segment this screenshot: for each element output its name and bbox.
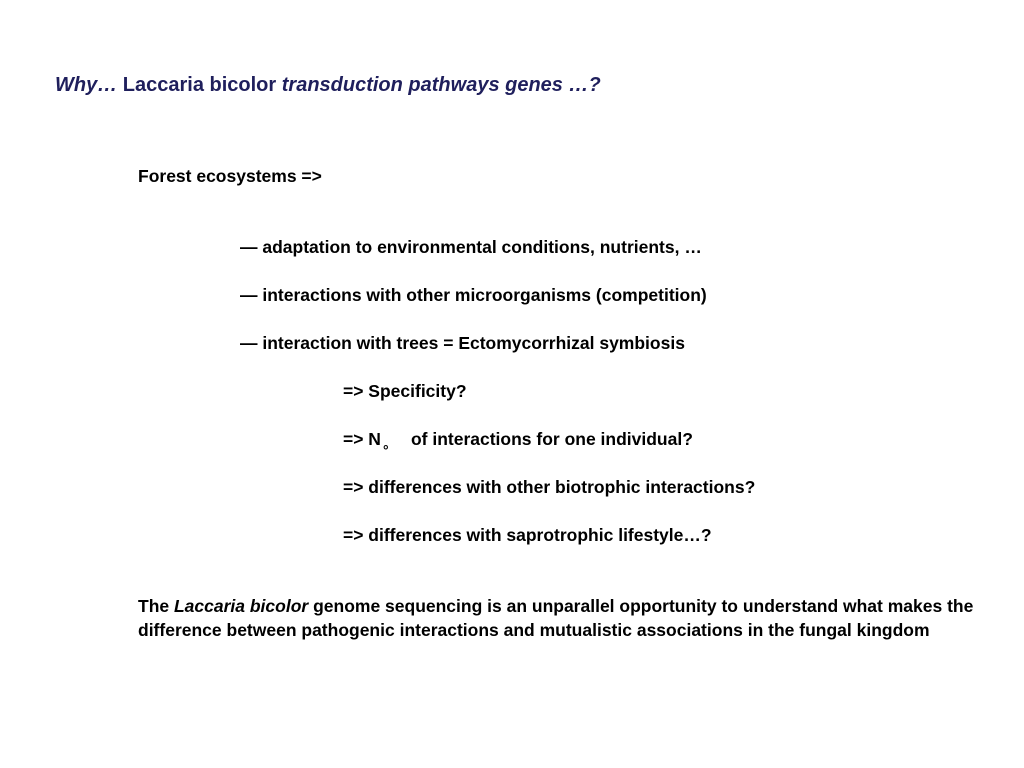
degree-glyph: °	[382, 442, 389, 458]
slide-title	[55, 72, 601, 98]
sub-bullet-biotrophic: => differences with other biotrophic interactions?	[343, 477, 756, 497]
conclusion-rest: genome sequencing is an unparallel opportunity to understand what makes the difference between pathogenic interactions and mutualistic associations in the fungal kingdom	[138, 596, 974, 640]
bullet-microorganisms: — interactions with other microorganisms (competition)	[240, 285, 707, 305]
bullet-trees: — interaction with trees = Ectomycorrhizal symbiosis	[240, 333, 685, 353]
sub-bullet-saprotrophic: => differences with saprotrophic lifestyle…?	[343, 525, 712, 545]
sub-bullet-number-of-interactions	[343, 428, 693, 458]
sub-bullet-specificity: => Specificity?	[343, 381, 467, 401]
title-why: Why…	[55, 74, 118, 96]
conclusion-species: Laccaria bicolor	[173, 596, 309, 616]
conclusion-paragraph	[138, 594, 998, 642]
title-topic: transduction pathways genes …?	[281, 74, 601, 96]
n-prefix: => N	[343, 429, 381, 449]
forest-ecosystems-heading: Forest ecosystems =>	[138, 166, 322, 186]
title-species: Laccaria bicolor	[122, 74, 277, 96]
n-rest: of interactions for one individual?	[410, 429, 693, 449]
conclusion-lead: The	[138, 596, 174, 616]
bullet-adaptation: — adaptation to environmental conditions, nutrients, …	[240, 237, 702, 257]
